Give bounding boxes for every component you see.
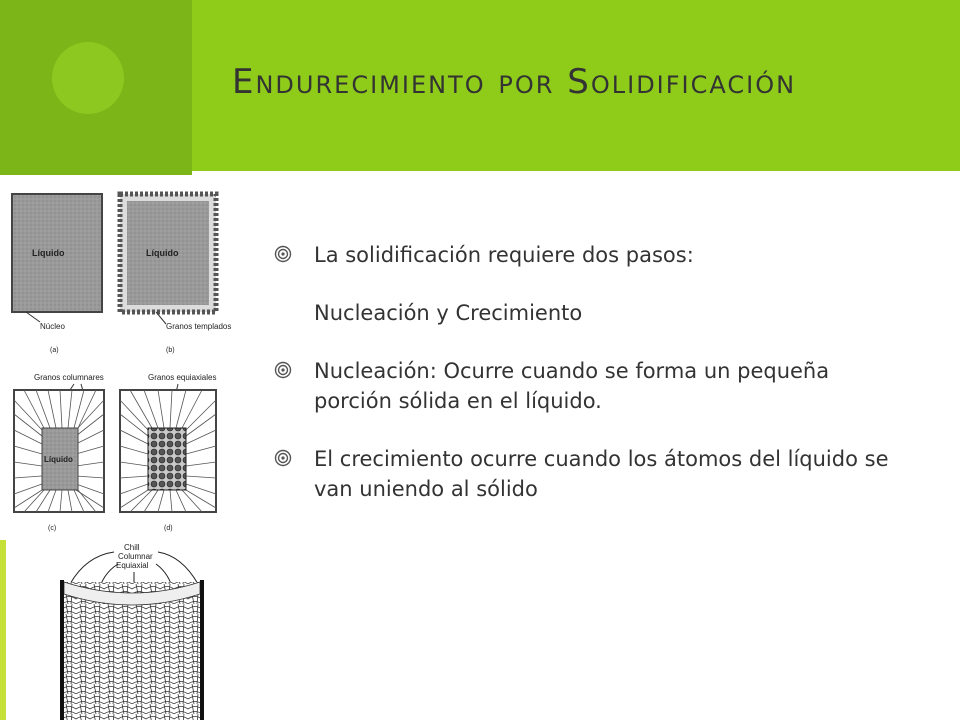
concentric-circle-bullet-icon [274, 449, 292, 467]
panel-b [120, 194, 231, 354]
ingot-diagram [62, 543, 202, 720]
concentric-circle-bullet-icon [274, 245, 292, 263]
slide-title: Endurecimiento por Solidificación [232, 62, 797, 102]
caption-b: (b) [166, 347, 175, 354]
bullet-item-3 [272, 356, 912, 416]
columnar-label: Columnar [118, 552, 153, 561]
bullet-text: Nucleación y Crecimiento [314, 301, 583, 325]
bullet-text: La solidificación requiere dos pasos: [314, 243, 694, 267]
chill-label: Chill [124, 543, 140, 552]
granos-columnares-label: Granos columnares [34, 373, 104, 382]
panel-a-liquid-label: Líquido [32, 248, 65, 258]
bullet-item-4 [272, 444, 912, 504]
panel-c-liquid-label: Líquido [44, 455, 73, 464]
bullet-item-2 [272, 298, 912, 328]
solidification-figure [6, 184, 244, 720]
panel-b-liquid-label: Líquido [146, 248, 179, 258]
caption-d: (d) [164, 525, 173, 532]
figure-drawing [6, 184, 244, 720]
nucleo-pointer [26, 312, 40, 322]
bullet-text: Nucleación: Ocurre cuando se forma un pequeña porción sólida en el líquido. [314, 359, 830, 413]
corner-block [0, 0, 192, 175]
title-divider [192, 171, 960, 175]
chill-arrow-left [70, 552, 114, 584]
granos-templados-label: Granos templados [166, 322, 232, 331]
equiaxial-label: Equiaxial [116, 561, 149, 570]
panel-d [120, 390, 216, 532]
nucleo-label: Núcleo [40, 322, 65, 331]
title-bar [192, 0, 960, 175]
caption-c: (c) [48, 525, 57, 532]
caption-a: (a) [50, 347, 59, 354]
bullet-item-1 [272, 240, 912, 270]
panel-c [14, 390, 104, 532]
chill-arrow-right [158, 552, 198, 584]
panel-a [12, 194, 102, 354]
decorative-circle [52, 42, 124, 114]
granos-equiaxiales-label: Granos equiaxiales [148, 373, 217, 382]
panel-d-equiaxed-core [148, 428, 186, 490]
bullet-list [272, 240, 912, 532]
bullet-text: El crecimiento ocurre cuando los átomos del líquido se van uniendo al sólido [314, 447, 889, 501]
concentric-circle-bullet-icon [274, 361, 292, 379]
